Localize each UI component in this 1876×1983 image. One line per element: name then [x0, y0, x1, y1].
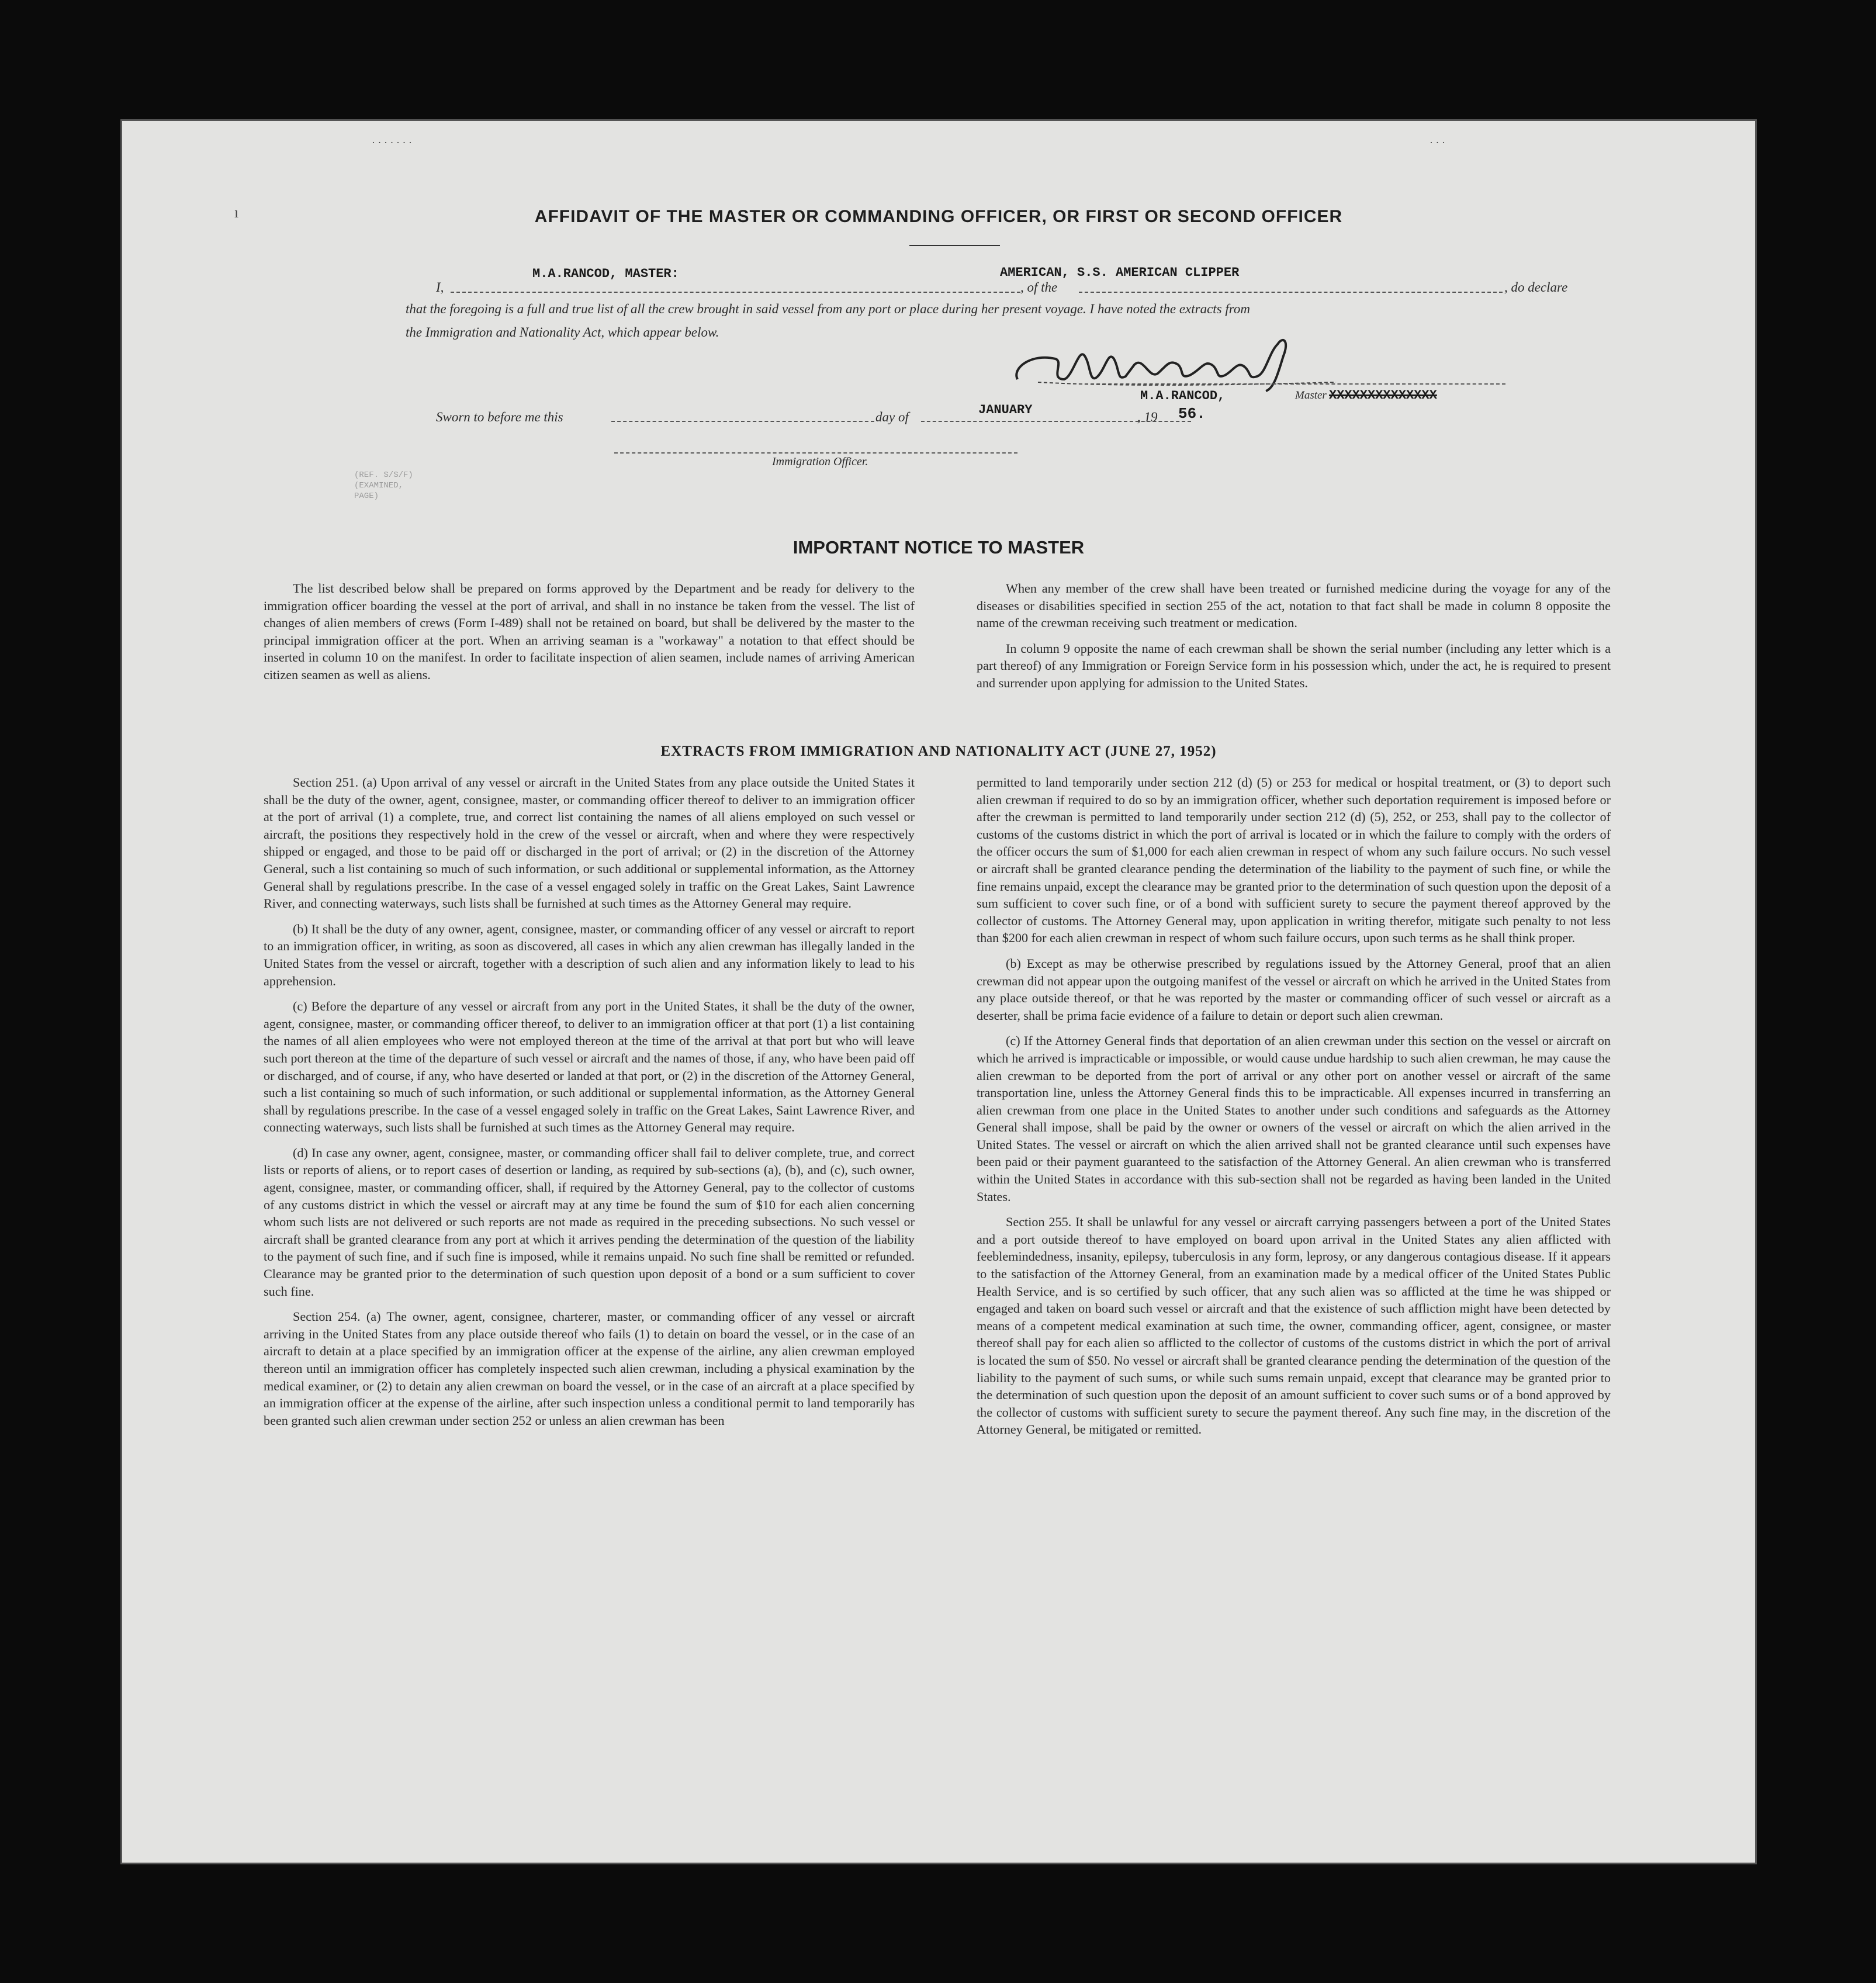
struck-title: XXXXXXXXXXXXXX: [1329, 388, 1437, 403]
margin-dots: · · ·: [1430, 137, 1445, 148]
section-251a: Section 251. (a) Upon arrival of any vessel or aircraft in the United States from any place outside the United States it shall be the duty of the owner, agent, consignee, master, or commanding officer thereof to deliver to an immigration officer at the port of arrival (1) a complete, true, and correct list containing the names of all aliens employed on such vessel or aircraft, the positions they respectively hold in the crew of the vessel or aircraft, when and where they were respectively shipped or engaged, and those to be paid off or discharged in the port of arrival; or (2) in the discretion of the Attorney General, such a list containing so much of such information, or such additional or supplemental information, as the Attorney General shall by regulations prescribe. In the case of a vessel engaged solely in traffic on the Great Lakes, Saint Lawrence River, and connecting waterways, such lists shall be furnished at such times as the Attorney General may require.: [264, 775, 915, 911]
notice-right-column: [977, 580, 1611, 700]
signature-line: [1079, 383, 1505, 385]
margin-dots: · · · · · · ·: [372, 137, 412, 148]
sworn-day-line: [611, 421, 874, 422]
prefix-i: I,: [436, 280, 444, 295]
notice-right-paragraph-2: In column 9 opposite the name of each crewman shall be shown the serial number (including any letter which is a part thereof) of any Immigration or Foreign Service form in his possession which, under the act, he is required to present and surrender upon applying for admission to the United States.: [977, 641, 1611, 690]
vessel-name: AMERICAN, S.S. AMERICAN CLIPPER: [1000, 265, 1240, 280]
extracts-right-column: [977, 774, 1611, 1446]
vessel-line: [1079, 292, 1503, 293]
declaration-line-2: the Immigration and Nationality Act, which appear below.: [406, 325, 719, 340]
section-254c: (c) If the Attorney General finds that deportation of an alien crewman under this section on the vessel or aircraft on which he arrived is impracticable or impossible, or would cause undue hardship to such alien crewman, he may cause the alien crewman to be deported from the port of arrival or any other port on another vessel or aircraft of the same transportation line, unless the Attorney General finds this to be impracticable. All expenses incurred in transferring an alien crewman from one place in the United States to another under such conditions and safeguards as the Attorney General shall impose, shall be paid by the owner or owners of the vessel or aircraft on which the alien arrived in the United States. The vessel or aircraft on which the alien arrived shall not be granted clearance until such expenses have been paid or their payment guaranteed to the satisfaction of the Attorney General. An alien crewman who is transferred within the United States in accordance with this sub-section shall not be regarded as having been landed in the United States.: [977, 1033, 1611, 1204]
master-name-line: [451, 292, 1020, 293]
master-label: Master: [1295, 389, 1327, 402]
section-251c: (c) Before the departure of any vessel or aircraft from any port in the United States, it shall be the duty of the owner, agent, consignee, master, or commanding officer thereof, to deliver to an immigration officer at that port (1) a list containing the names of all alien employees who were not employed thereon at the time of the arrival at that port but who will leave such port thereon at the time of the departure of such vessel or aircraft and the names of those, if any, who have been paid off or discharged, and of course, if any, who have deserted or landed at that port, or (2) in the discretion of the Attorney General, such a list containing so much of such information, or such additional or supplemental information, as the Attorney General shall by regulations prescribe. In the case of a vessel engaged solely in traffic on the Great Lakes, Saint Lawrence River, and connecting waterways, such lists shall be furnished at such times as the Attorney General may require.: [264, 999, 915, 1135]
of-the-label: , of the: [1020, 280, 1058, 295]
do-declare-label: , do declare: [1504, 280, 1568, 295]
section-251d: (d) In case any owner, agent, consignee, master, or commanding officer shall fail to deliver complete, true, and correct lists or reports of aliens, or to report cases of desertion or landing, as required by sub-sections (a), (b), and (c), such owner, agent, consignee, master, or commanding officer, shall, if required by the Attorney General, pay to the collector of customs of any customs district in which the vessel or aircraft may at any time be found the sum of $10 for each alien concerning whom such lists are not delivered or such reports are not made as required in the preceding subsections. No such vessel or aircraft shall be granted clearance from any port at which it arrives pending the determination of the question of the liability to the payment of such fine, and if such fine is imposed, while it remains unpaid. No such fine shall be remitted or refunded. Clearance may be granted prior to the determination of such question upon deposit of a bond or a sum sufficient to cover such fine.: [264, 1145, 915, 1299]
section-254a: Section 254. (a) The owner, agent, consignee, charterer, master, or commanding officer of any vessel or aircraft arriving in the United States from any place outside thereof who fails (1) to detain on board the vessel, or in the case of an aircraft to detain at a place specified by an immigration officer at the expense of the airline, any alien crewman employed thereon until an immigration officer has completely inspected such alien crewman, including a physical examination by the medical examiner, or (2) to detain any alien crewman on board the vessel, or in the case of an aircraft at a place specified by an immigration officer at the expense of the airline, after such inspection unless a conditional permit to land temporarily has been granted such alien crewman under section 252 or unless an alien crewman has been: [264, 1309, 915, 1428]
extracts-left-column: [264, 774, 915, 1437]
affidavit-title: AFFIDAVIT OF THE MASTER OR COMMANDING OFFICER, OR FIRST OR SECOND OFFICER: [534, 207, 1343, 226]
day-of-label: day of: [875, 410, 909, 424]
year-prefix: , 19: [1137, 410, 1158, 424]
section-255: Section 255. It shall be unlawful for any vessel or aircraft carrying passengers between a port of the United States and a port outside thereof to have employed on board upon arrival in the United States any alien afflicted with feeblemindedness, insanity, epilepsy, tuberculosis in any form, leprosy, or any dangerous contagious disease. If it appears to the satisfaction of the Attorney General, from an examination made by a medical officer of the United States Public Health Service, and is so certified by such officer, that any such alien was so afflicted at the time he was shipped or engaged and taken on board such vessel or aircraft and that the existence of such affliction might have been detected by means of a competent medical examination at such time, the owner, commanding officer, agent, consignee, or master thereof shall pay for each alien so afflicted to the collector of customs of the customs district in which the port of arrival is located the sum of $50. No vessel or aircraft shall be granted clearance pending the determination of the question of the liability to the payment of such sums, or while such sums remain unpaid, except that clearance may be granted prior to the determination of such question upon the deposit of an amount sufficient to cover such sums or of a bond approved by the collector of customs with sufficient surety to secure the payment thereof. Any such fine may, in the discretion of the Attorney General, be mitigated or remitted.: [977, 1214, 1611, 1437]
notice-left-column: [264, 580, 915, 692]
sworn-prefix: Sworn to before me this: [436, 410, 563, 424]
notice-title: IMPORTANT NOTICE TO MASTER: [792, 537, 1085, 558]
sworn-year: 56.: [1178, 405, 1206, 423]
sworn-month: JANUARY: [978, 403, 1033, 417]
master-name: M.A.RANCOD, MASTER:: [532, 267, 679, 281]
margin-mark: ı: [234, 204, 239, 221]
title-rule: [909, 245, 1000, 246]
declaration-line-1: that the foregoing is a full and true list of all the crew brought in said vessel from any port or place during her present voyage. I have noted the extracts from: [406, 302, 1250, 316]
document-page: [120, 119, 1757, 1864]
extracts-title: EXTRACTS FROM IMMIGRATION AND NATIONALITY ACT (JUNE 27, 1952): [660, 743, 1217, 759]
signer-typed-name: M.A.RANCOD,: [1140, 389, 1226, 403]
notice-right-paragraph-1: When any member of the crew shall have been treated or furnished medicine during the voyage for any of the diseases or disabilities specified in section 255 of the act, notation to that fact shall be made in column 8 opposite the name of the crewman receiving such treatment or medication.: [977, 581, 1611, 631]
section-254b: (b) Except as may be otherwise prescribed by regulations issued by the Attorney General, proof that an alien crewman did not appear upon the outgoing manifest of the vessel or aircraft on which he arrived in the United States from any place outside thereof, or that he was reported by the master or commanding officer of such vessel or aircraft as a deserter, shall be prima facie evidence of a failure to detain or deport such alien crewman.: [977, 956, 1611, 1023]
officer-signature-line: [614, 452, 1017, 454]
notice-left-paragraph: The list described below shall be prepared on forms approved by the Department and be ready for delivery to the immigration officer boarding the vessel at the port of arrival, and shall in no instance be taken from the vessel. The list of changes of alien members of crews (Form I-489) shall not be retained on board, but shall be delivered by the master to the principal immigration officer at the port. When an arriving seaman is a "workaway" a notation to that effect should be inserted in column 10 on the manifest. In order to facilitate inspection of alien seamen, include names of arriving American citizen seamen as well as aliens.: [264, 581, 915, 682]
faded-stamp: (REF. S/S/F) (EXAMINED, PAGE): [354, 470, 413, 501]
section-254a-continued: permitted to land temporarily under section 212 (d) (5) or 253 for medical or hospital treatment, or (3) to deport such alien crewman if required to do so by an immigration officer, whether such deportation requirement is imposed before or after the crewman is permitted to land temporarily under section 212 (d) (5), 252, or 253, shall pay to the collector of customs of the customs district in which the port of arrival is located or in which the failure to comply with the orders of the officer occurs the sum of $1,000 for each alien crewman in respect of whom any such failure occurs. No such vessel or aircraft shall be granted clearance pending the determination of the liability to the payment of such fine, or while the fine remains unpaid, except the clearance may be granted prior to the determination of such question upon the deposit of a sum sufficient to cover such fine, or of a bond with sufficient surety to secure the payment thereof approved by the collector of customs. The Attorney General may, upon application in writing therefor, mitigate such penalty to not less than $200 for each alien crewman in respect of whom such failure occurs, upon such terms as he shall think proper.: [977, 775, 1611, 946]
section-251b: (b) It shall be the duty of any owner, agent, consignee, master, or commanding officer of any vessel or aircraft to report to an immigration officer, in writing, as soon as discovered, all cases in which any alien crewman has illegally landed in the United States from the vessel or aircraft, together with a description of such alien and any information likely to lead to his apprehension.: [264, 921, 915, 988]
immigration-officer-label: Immigration Officer.: [772, 455, 868, 468]
